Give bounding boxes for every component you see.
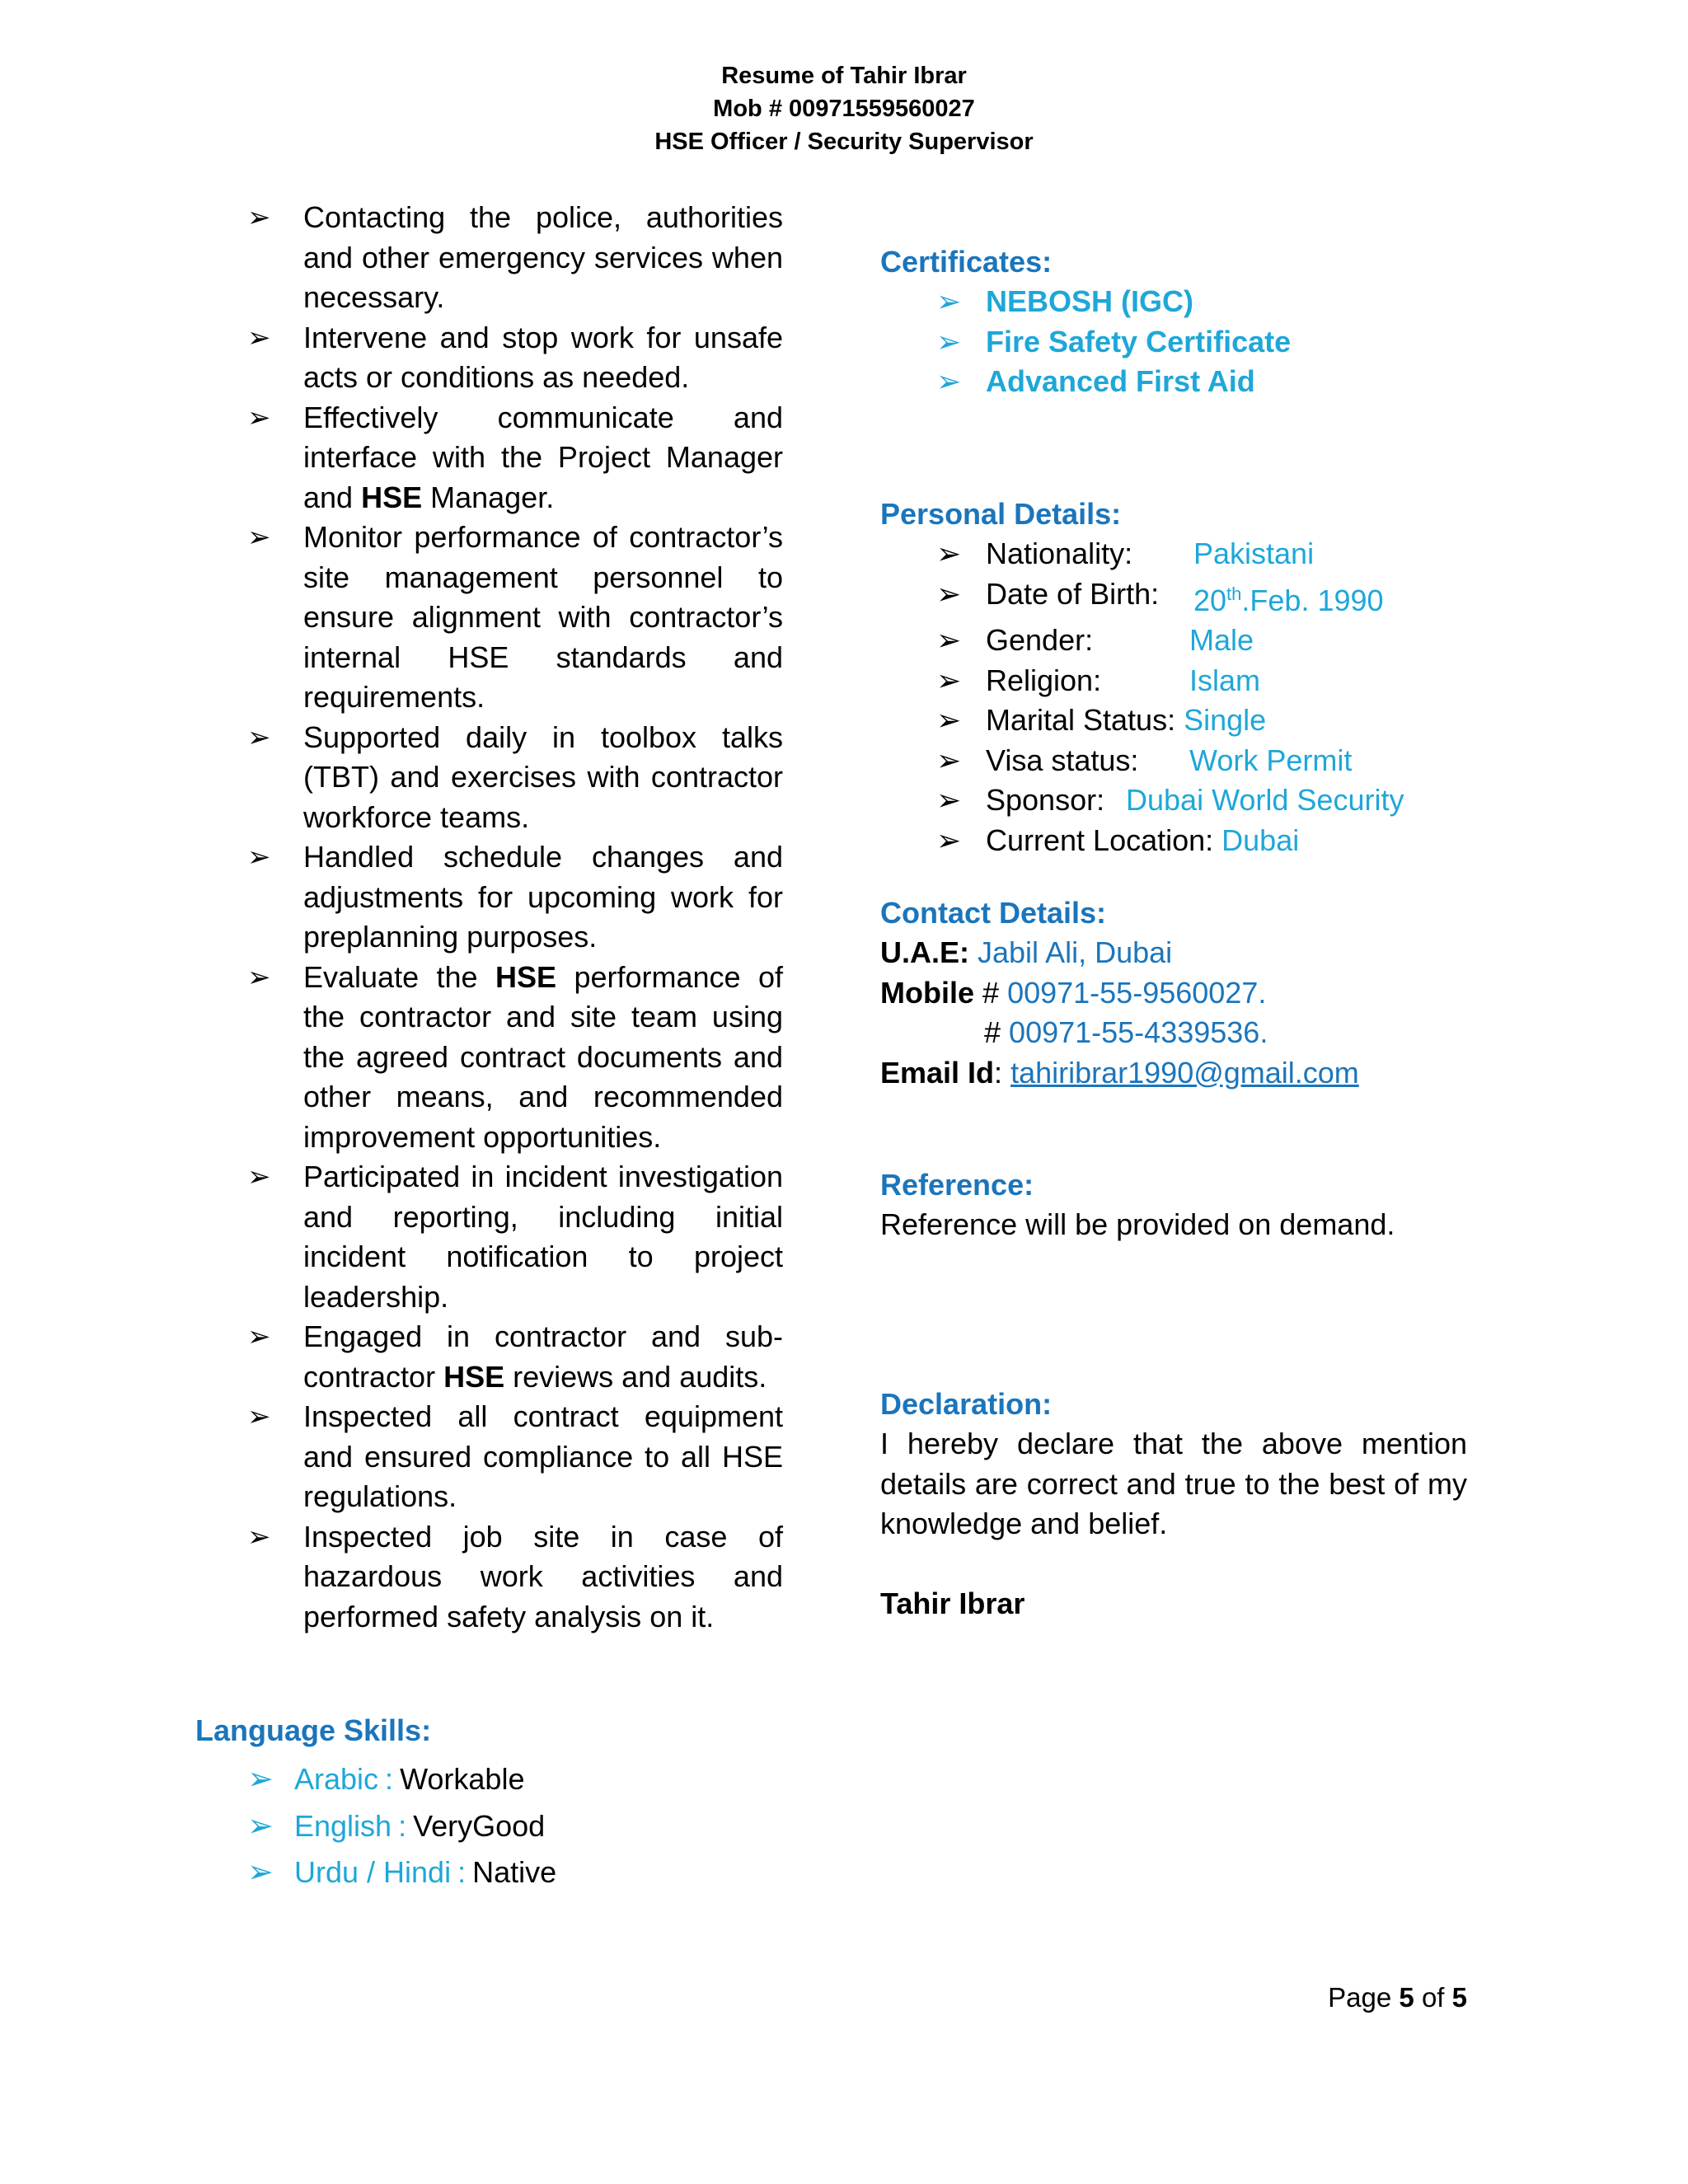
arrow-bullet-icon: ➢ bbox=[247, 202, 271, 233]
duty-text: performance of the contractor and site team using the agreed contract documents and other means, and recommended improvement opportunities. bbox=[303, 959, 783, 1154]
personal-detail-religion bbox=[936, 661, 1404, 701]
mobile-number[interactable]: 00971-55-9560027. bbox=[1007, 975, 1267, 1010]
arrow-bullet-icon: ➢ bbox=[936, 623, 962, 657]
detail-label: Sponsor: bbox=[986, 783, 1105, 817]
arrow-bullet-icon: ➢ bbox=[936, 364, 962, 398]
language-item bbox=[247, 1803, 556, 1850]
certificate-name: NEBOSH (IGC) bbox=[986, 284, 1193, 318]
of-word: of bbox=[1421, 1982, 1445, 2013]
contact-email bbox=[880, 1053, 1359, 1094]
arrow-bullet-icon: ➢ bbox=[936, 783, 962, 817]
duty-item bbox=[247, 958, 783, 1158]
arrow-bullet-icon: ➢ bbox=[247, 721, 271, 753]
arrow-bullet-icon: ➢ bbox=[247, 522, 271, 553]
detail-label: Marital Status: bbox=[986, 703, 1176, 737]
total-pages: 5 bbox=[1451, 1982, 1467, 2013]
duty-text: reviews and audits. bbox=[504, 1359, 767, 1394]
duty-item bbox=[247, 1397, 783, 1517]
language-skills-heading: Language Skills: bbox=[195, 1713, 432, 1747]
certificate-item bbox=[936, 322, 1291, 363]
duty-text-bold: HSE bbox=[361, 480, 423, 514]
personal-detail-sponsor bbox=[936, 780, 1404, 821]
arrow-bullet-icon: ➢ bbox=[247, 1161, 271, 1193]
personal-detail-gender bbox=[936, 621, 1404, 661]
detail-label: Date of Birth: bbox=[986, 576, 1160, 611]
detail-value: Male bbox=[1189, 623, 1254, 657]
personal-detail-marital bbox=[936, 701, 1404, 741]
detail-label: Visa status: bbox=[986, 743, 1139, 777]
arrow-bullet-icon: ➢ bbox=[936, 663, 962, 697]
hash-symbol: # bbox=[982, 975, 1000, 1010]
language-separator: : bbox=[398, 1808, 407, 1843]
duty-text: Handled schedule changes and adjustments for upcoming work for preplanning purposes. bbox=[303, 840, 783, 954]
language-name: Urdu / Hindi bbox=[294, 1855, 452, 1889]
detail-value: Dubai bbox=[1221, 823, 1300, 857]
detail-label: Nationality: bbox=[986, 537, 1133, 570]
duty-item bbox=[247, 398, 783, 518]
detail-value: Pakistani bbox=[1193, 537, 1315, 570]
current-page: 5 bbox=[1399, 1982, 1414, 2013]
detail-label: Gender: bbox=[986, 623, 1094, 657]
personal-detail-location bbox=[936, 821, 1404, 861]
contact-label: U.A.E: bbox=[880, 935, 969, 969]
contact-label: Mobile bbox=[880, 975, 974, 1010]
duty-item bbox=[247, 198, 783, 318]
duty-text: Inspected job site in case of hazardous work activities and performed safety analysis on it. bbox=[303, 1519, 783, 1633]
arrow-bullet-icon: ➢ bbox=[247, 1762, 274, 1797]
dob-rest: .Feb. 1990 bbox=[1241, 583, 1384, 617]
contact-uae bbox=[880, 933, 1359, 973]
signature-name: Tahir Ibrar bbox=[880, 1586, 1025, 1620]
language-separator: : bbox=[457, 1855, 467, 1889]
duty-text: Evaluate the bbox=[303, 959, 495, 994]
contact-value: Jabil Ali, Dubai bbox=[978, 935, 1173, 969]
arrow-bullet-icon: ➢ bbox=[936, 537, 962, 570]
header-title: Resume of Tahir Ibrar bbox=[721, 63, 967, 89]
arrow-bullet-icon: ➢ bbox=[247, 841, 271, 873]
arrow-bullet-icon: ➢ bbox=[247, 1321, 271, 1352]
detail-value: Islam bbox=[1189, 663, 1261, 697]
language-skills-list bbox=[247, 1756, 556, 1896]
certificate-item bbox=[936, 282, 1291, 322]
arrow-bullet-icon: ➢ bbox=[936, 324, 962, 359]
detail-value: Work Permit bbox=[1189, 743, 1353, 777]
page-word: Page bbox=[1328, 1982, 1392, 2013]
duty-item bbox=[247, 1517, 783, 1638]
arrow-bullet-icon: ➢ bbox=[247, 961, 271, 993]
language-level: Native bbox=[472, 1855, 557, 1889]
language-item bbox=[247, 1756, 556, 1803]
contact-details-heading: Contact Details: bbox=[880, 896, 1107, 930]
mobile-number[interactable]: 00971-55-4339536. bbox=[1009, 1015, 1268, 1049]
reference-text: Reference will be provided on demand. bbox=[880, 1207, 1395, 1241]
language-name: Arabic bbox=[294, 1762, 379, 1796]
arrow-bullet-icon: ➢ bbox=[247, 401, 271, 434]
arrow-bullet-icon: ➢ bbox=[247, 1401, 271, 1432]
contact-mobile-2 bbox=[880, 1013, 1359, 1053]
certificates-heading: Certificates: bbox=[880, 245, 1053, 279]
duty-text: Participated in incident investigation and reporting, including initial incident notification to project leadership. bbox=[303, 1160, 783, 1314]
page-header bbox=[0, 59, 1688, 158]
language-level: VeryGood bbox=[413, 1808, 546, 1843]
detail-label: Religion: bbox=[986, 663, 1102, 697]
duty-text: Engaged in contractor and sub-contractor bbox=[303, 1319, 783, 1394]
duty-text-bold: HSE bbox=[495, 959, 557, 994]
duties-list bbox=[247, 198, 783, 1637]
duty-item bbox=[247, 1317, 783, 1397]
hash-symbol: # bbox=[984, 1015, 1001, 1049]
personal-detail-visa bbox=[936, 741, 1404, 781]
duty-text: Inspected all contract equipment and ensured compliance to all HSE regulations. bbox=[303, 1399, 783, 1513]
arrow-bullet-icon: ➢ bbox=[936, 576, 962, 611]
duty-item bbox=[247, 718, 783, 838]
contact-details bbox=[880, 933, 1359, 1093]
duty-text: Intervene and stop work for unsafe acts or conditions as needed. bbox=[303, 320, 783, 394]
arrow-bullet-icon: ➢ bbox=[247, 1808, 274, 1844]
certificate-item bbox=[936, 362, 1291, 402]
arrow-bullet-icon: ➢ bbox=[936, 703, 962, 737]
duty-item bbox=[247, 1157, 783, 1317]
certificate-name: Fire Safety Certificate bbox=[986, 324, 1292, 359]
contact-label: Email Id bbox=[880, 1055, 995, 1090]
dob-day: 20 bbox=[1193, 583, 1227, 617]
arrow-bullet-icon: ➢ bbox=[247, 1855, 274, 1890]
arrow-bullet-icon: ➢ bbox=[936, 284, 962, 318]
detail-value: Single bbox=[1184, 703, 1267, 737]
personal-detail-dob bbox=[936, 574, 1404, 621]
header-position: HSE Officer / Security Supervisor bbox=[654, 129, 1034, 155]
email-separator: : bbox=[994, 1055, 1003, 1090]
detail-label: Current Location: bbox=[986, 823, 1214, 857]
certificates-list bbox=[936, 282, 1291, 402]
duty-text: Supported daily in toolbox talks (TBT) and exercises with contractor workforce teams. bbox=[303, 719, 783, 834]
reference-heading: Reference: bbox=[880, 1168, 1034, 1202]
declaration-heading: Declaration: bbox=[880, 1387, 1053, 1421]
duty-text: Manager. bbox=[422, 480, 555, 514]
arrow-bullet-icon: ➢ bbox=[936, 743, 962, 777]
personal-details-list bbox=[936, 534, 1404, 860]
certificate-name: Advanced First Aid bbox=[986, 364, 1255, 398]
duty-text-bold: HSE bbox=[443, 1359, 505, 1394]
dob-suffix: th bbox=[1226, 583, 1242, 604]
page-number bbox=[1328, 1980, 1467, 2016]
duty-text: Contacting the police, authorities and other emergency services when necessary. bbox=[303, 200, 783, 314]
contact-mobile bbox=[880, 973, 1359, 1014]
duty-item bbox=[247, 518, 783, 718]
duty-text: Effectively communicate and interface with the Project Manager and bbox=[303, 400, 783, 514]
email-link[interactable]: tahiribrar1990@gmail.com bbox=[1010, 1055, 1359, 1090]
personal-detail-nationality bbox=[936, 534, 1404, 574]
header-mobile: Mob # 00971559560027 bbox=[713, 96, 975, 122]
language-separator: : bbox=[385, 1762, 394, 1796]
duty-item bbox=[247, 318, 783, 398]
detail-value: Dubai World Security bbox=[1126, 783, 1404, 817]
detail-value bbox=[1193, 574, 1384, 621]
declaration-text: I hereby declare that the above mention details are correct and true to the best of my knowledge and belief. bbox=[880, 1427, 1467, 1540]
duty-item bbox=[247, 837, 783, 958]
arrow-bullet-icon: ➢ bbox=[936, 823, 962, 857]
language-level: Workable bbox=[400, 1762, 525, 1796]
language-name: English bbox=[294, 1808, 392, 1843]
arrow-bullet-icon: ➢ bbox=[247, 1521, 271, 1553]
language-item bbox=[247, 1849, 556, 1896]
duty-text: Monitor performance of contractor’s site management personnel to ensure alignment with contractor’s internal HSE standards and requirements. bbox=[303, 520, 783, 714]
personal-details-heading: Personal Details: bbox=[880, 497, 1122, 531]
arrow-bullet-icon: ➢ bbox=[247, 321, 271, 354]
